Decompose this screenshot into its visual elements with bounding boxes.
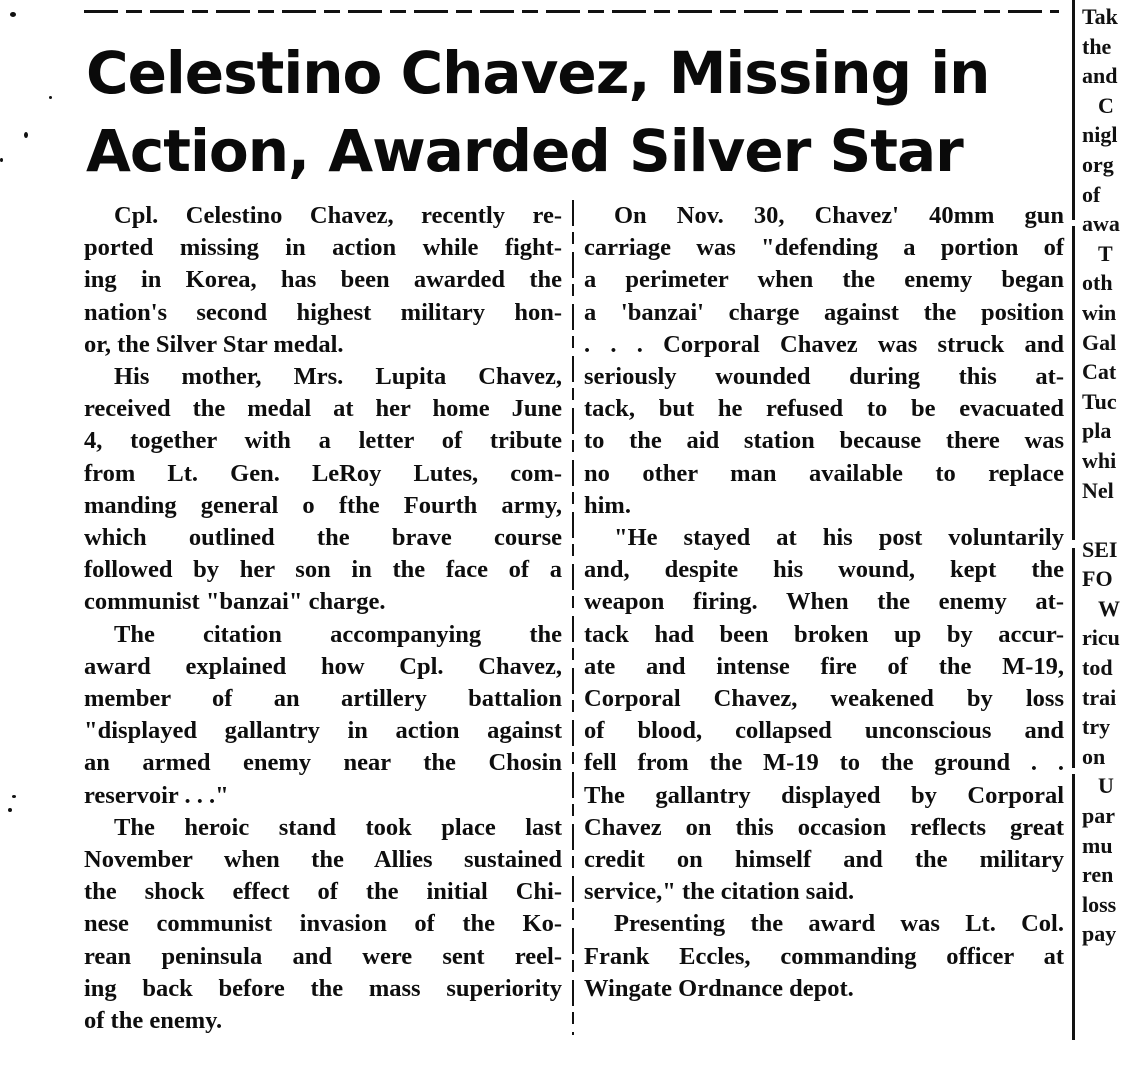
adjacent-text-fragment: C: [1098, 92, 1114, 118]
adjacent-text-fragment: tod: [1082, 655, 1113, 681]
article-text-line: an armed enemy near the Chosin: [84, 749, 562, 777]
top-column-rule: [84, 10, 1059, 13]
article-text-line: . . . Corporal Chavez was struck and: [584, 330, 1064, 358]
article-column-2: [584, 200, 1064, 1005]
article-text-line: communist "banzai" charge.: [84, 588, 386, 616]
article-text-line: credit on himself and the military: [584, 846, 1064, 874]
adjacent-text-fragment: SEI: [1082, 536, 1118, 562]
adjacent-text-fragment: mu: [1082, 832, 1113, 858]
adjacent-text-fragment: pla: [1082, 418, 1112, 444]
adjacent-text-fragment: Nel: [1082, 477, 1114, 503]
article-text-line: a 'banzai' charge against the position: [584, 298, 1064, 326]
print-speck: [24, 132, 28, 138]
headline-line-1: Celestino Chavez, Missing in: [86, 39, 990, 107]
print-speck: [49, 96, 52, 99]
print-speck: [0, 158, 3, 162]
article-text-line: His mother, Mrs. Lupita Chavez,: [114, 363, 562, 391]
article-text-line: award explained how Cpl. Chavez,: [84, 652, 562, 680]
article-text-line: which outlined the brave course: [84, 524, 562, 552]
article-text-line: service," the citation said.: [584, 878, 855, 906]
article-text-line: nation's second highest military hon-: [84, 298, 562, 326]
article-text-line: Wingate Ordnance depot.: [584, 974, 854, 1002]
article-text-line: nese communist invasion of the Ko-: [84, 910, 562, 938]
right-column-rule: [1072, 0, 1075, 1040]
article-text-line: of blood, collapsed unconscious and: [584, 717, 1064, 745]
adjacent-text-fragment: try: [1082, 714, 1111, 740]
article-text-line: "He stayed at his post voluntarily: [614, 524, 1064, 552]
article-text-line: to the aid station because there was: [584, 427, 1064, 455]
article-text-line: no other man available to replace: [584, 459, 1064, 487]
article-text-line: Chavez on this occasion reflects great: [584, 813, 1064, 841]
article-text-line: carriage was "defending a portion of: [584, 234, 1064, 262]
article-text-line: November when the Allies sustained: [84, 846, 562, 874]
article-text-line: rean peninsula and were sent reel-: [84, 942, 562, 970]
print-speck: [10, 12, 16, 17]
article-text-line: from Lt. Gen. LeRoy Lutes, com-: [84, 459, 562, 487]
article-text-line: The gallantry displayed by Corporal: [584, 781, 1064, 809]
article-text-line: tack had been broken up by accur-: [584, 620, 1064, 648]
article-text-line: Frank Eccles, commanding officer at: [584, 942, 1064, 970]
adjacent-text-fragment: [1082, 505, 1131, 535]
article-column-1: [84, 200, 562, 1037]
adjacent-text-fragment: of: [1082, 181, 1101, 207]
article-text-line: or, the Silver Star medal.: [84, 330, 344, 358]
adjacent-text-fragment: U: [1098, 773, 1114, 799]
article-text-line: ing in Korea, has been awarded the: [84, 266, 562, 294]
article-text-line: followed by her son in the face of a: [84, 556, 562, 584]
adjacent-text-fragment: FO: [1082, 566, 1113, 592]
article-text-line: Presenting the award was Lt. Col.: [614, 910, 1064, 938]
article-text-line: weapon firing. When the enemy at-: [584, 588, 1064, 616]
article-text-line: "displayed gallantry in action against: [84, 717, 562, 745]
article-text-line: a perimeter when the enemy began: [584, 266, 1064, 294]
print-speck: [8, 808, 12, 812]
adjacent-text-fragment: Tak: [1082, 4, 1118, 29]
article-text-line: and, despite his wound, kept the: [584, 556, 1064, 584]
article-text-line: reservoir . . .": [84, 781, 229, 809]
adjacent-text-fragment: Cat: [1082, 359, 1117, 385]
article-text-line: fell from the M-19 to the ground . .: [584, 749, 1064, 777]
adjacent-text-fragment: awa: [1082, 211, 1120, 237]
adjacent-text-fragment: the: [1082, 33, 1112, 59]
article-text-line: ported missing in action while fight-: [84, 234, 562, 262]
print-speck: [12, 795, 16, 798]
adjacent-text-fragment: Gal: [1082, 329, 1117, 355]
article-text-line: Cpl. Celestino Chavez, recently re-: [114, 202, 562, 229]
article-text-line: seriously wounded during this at-: [584, 363, 1064, 391]
adjacent-text-fragment: ricu: [1082, 625, 1120, 651]
adjacent-text-fragment: trai: [1082, 684, 1117, 710]
article-text-line: tack, but he refused to be evacuated: [584, 395, 1064, 423]
article-text-line: him.: [584, 491, 631, 519]
adjacent-text-fragment: and: [1082, 63, 1118, 89]
article-text-line: The heroic stand took place last: [114, 813, 562, 841]
adjacent-article-fragment: [1082, 2, 1131, 949]
column-divider: [572, 200, 574, 1035]
article-headline: [86, 34, 1056, 190]
article-text-line: manding general o fthe Fourth army,: [84, 491, 562, 519]
adjacent-text-fragment: loss: [1082, 891, 1117, 917]
article-text-line: the shock effect of the initial Chi-: [84, 878, 562, 906]
adjacent-text-fragment: ren: [1082, 862, 1114, 888]
article-text-line: 4, together with a letter of tribute: [84, 427, 562, 455]
adjacent-text-fragment: oth: [1082, 270, 1113, 296]
adjacent-text-fragment: Tuc: [1082, 388, 1117, 414]
adjacent-text-fragment: on: [1082, 743, 1106, 769]
article-text-line: received the medal at her home June: [84, 395, 562, 423]
adjacent-text-fragment: T: [1098, 240, 1113, 266]
article-text-line: Corporal Chavez, weakened by loss: [584, 685, 1064, 713]
article-text-line: of the enemy.: [84, 1007, 223, 1035]
adjacent-text-fragment: nigl: [1082, 122, 1118, 148]
adjacent-text-fragment: W: [1098, 595, 1120, 621]
article-text-line: ing back before the mass superiority: [84, 974, 562, 1002]
article-text-line: member of an artillery battalion: [84, 685, 562, 713]
adjacent-text-fragment: whi: [1082, 447, 1117, 473]
headline-line-2: Action, Awarded Silver Star: [86, 117, 963, 185]
adjacent-text-fragment: pay: [1082, 921, 1117, 947]
adjacent-text-fragment: par: [1082, 803, 1115, 829]
article-text-line: ate and intense fire of the M-19,: [584, 652, 1064, 680]
adjacent-text-fragment: win: [1082, 299, 1117, 325]
adjacent-text-fragment: org: [1082, 151, 1114, 177]
article-text-line: The citation accompanying the: [114, 620, 562, 648]
article-text-line: On Nov. 30, Chavez' 40mm gun: [614, 202, 1064, 229]
